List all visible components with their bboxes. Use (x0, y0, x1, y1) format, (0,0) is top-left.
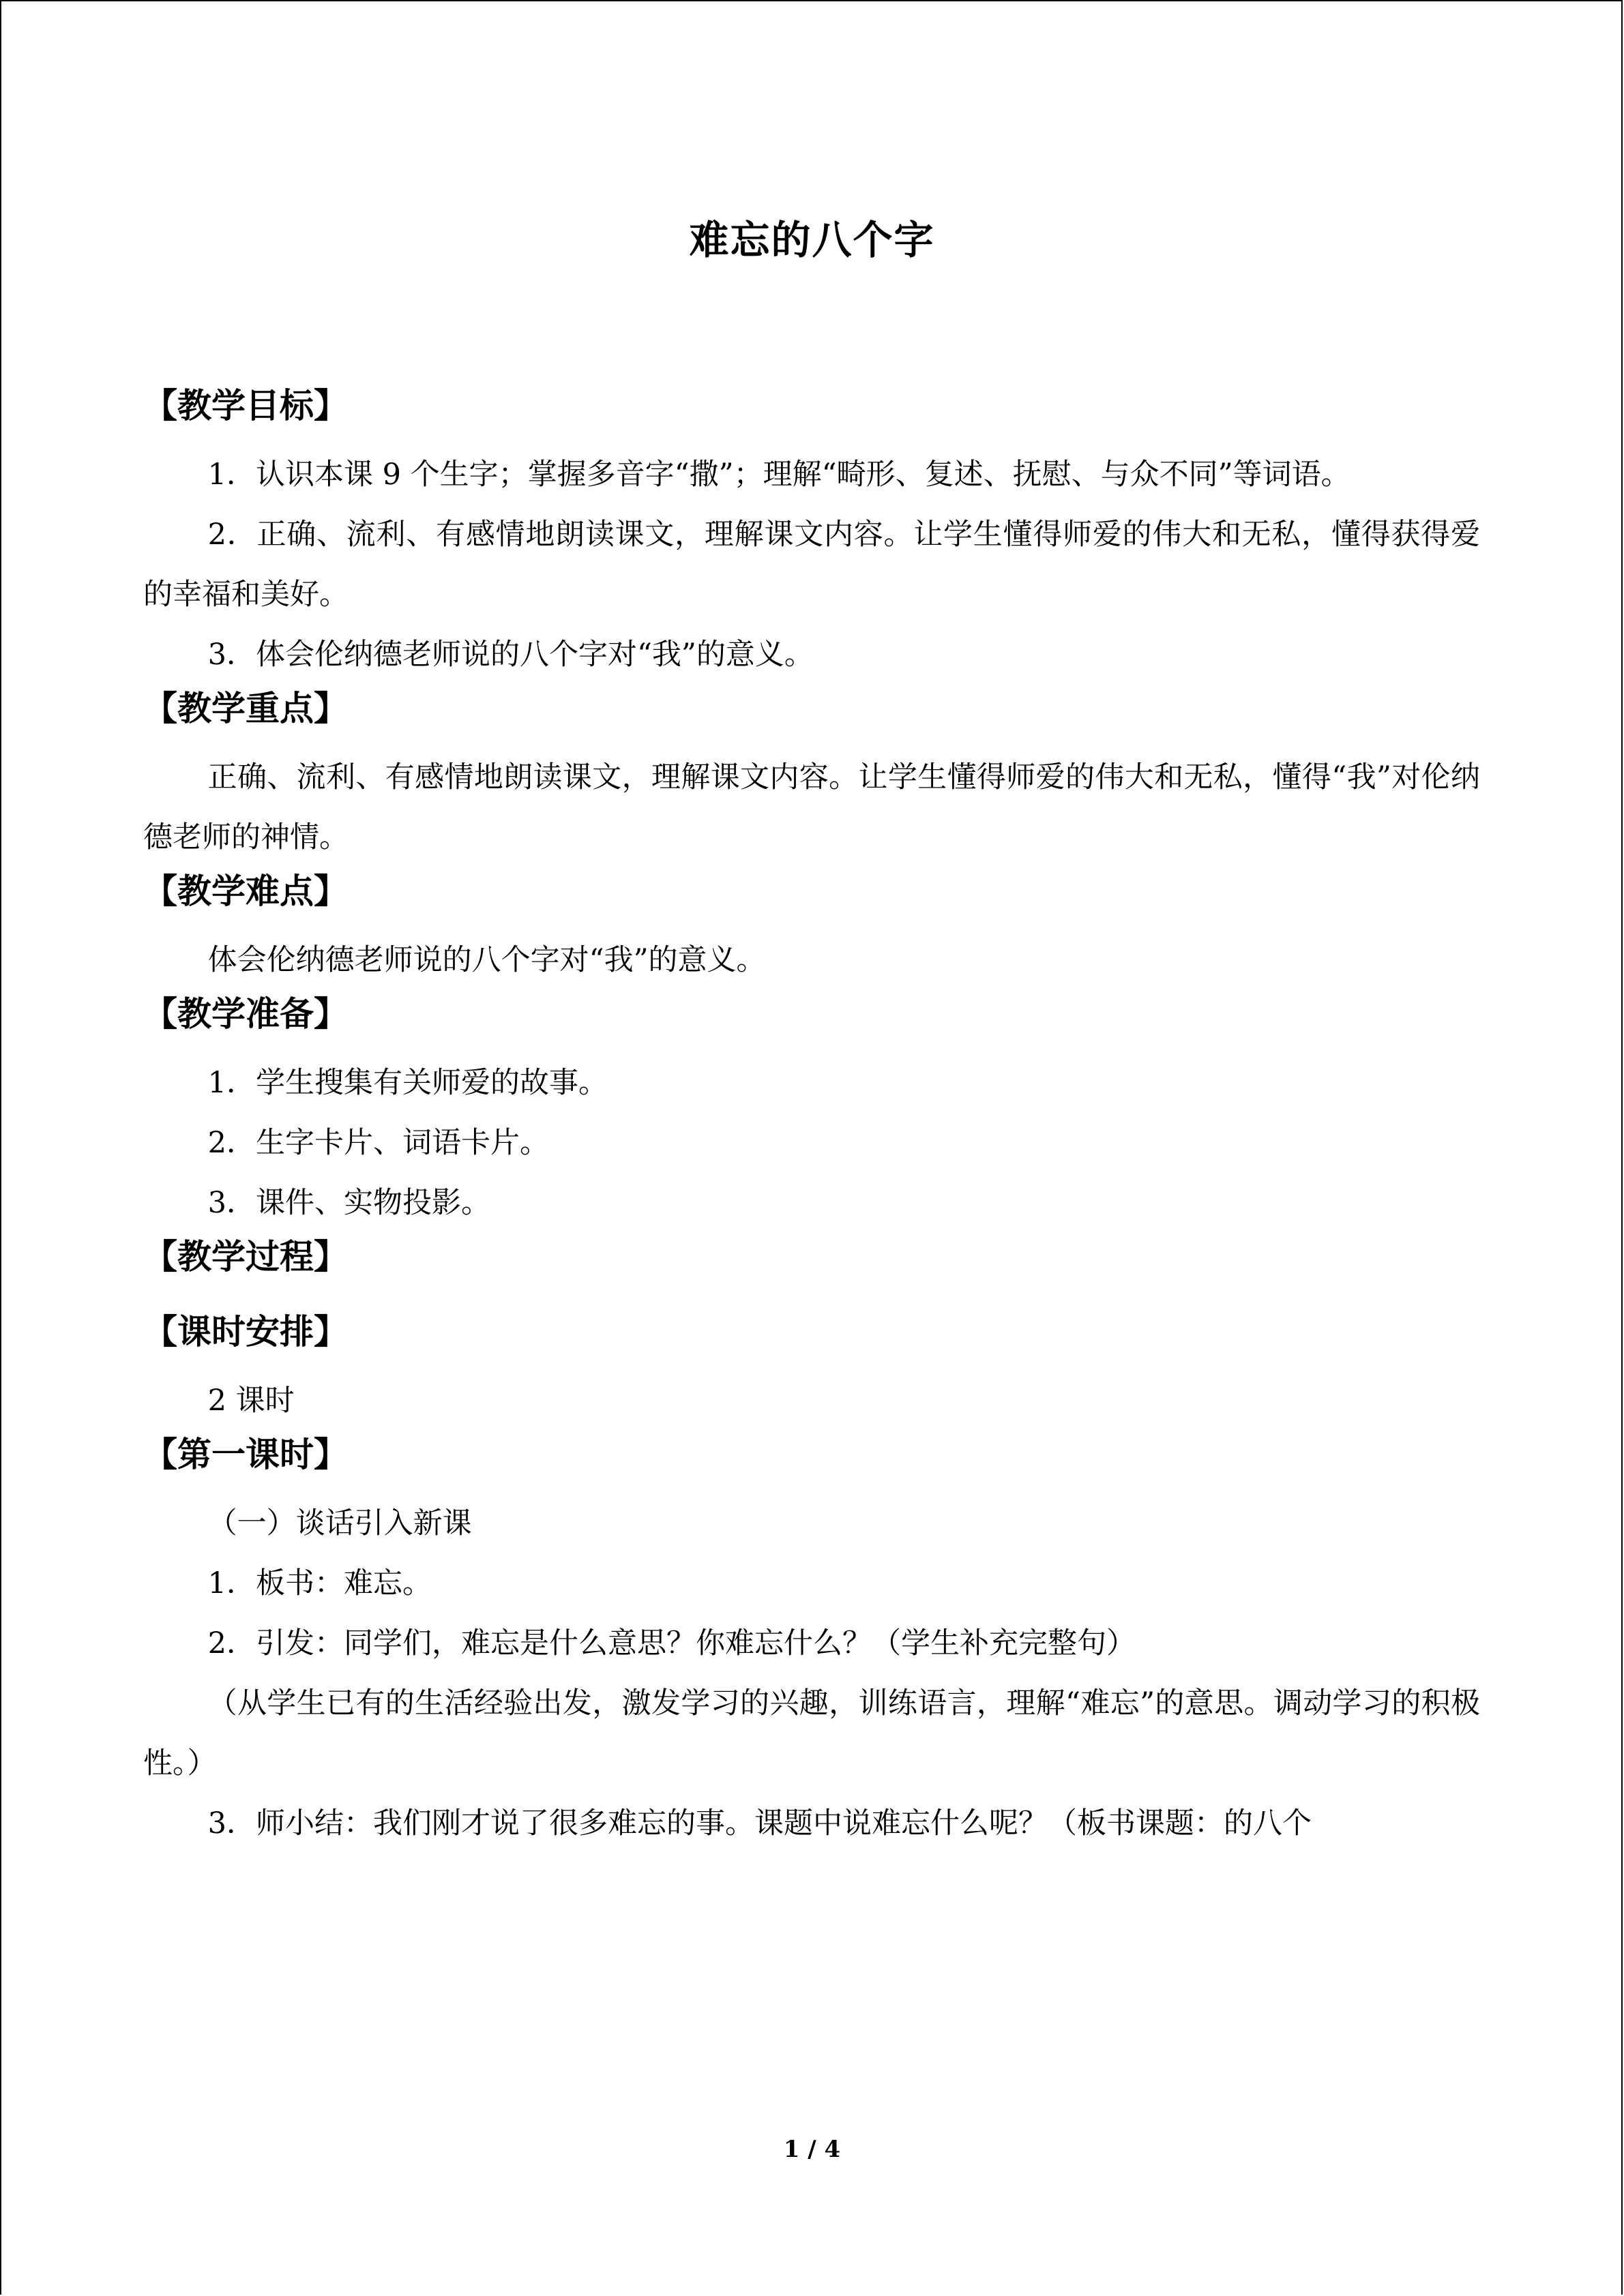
difficulty-item-1: 体会伦纳德老师说的八个字对“我”的意义。 (207, 943, 766, 977)
key-point-item-1: 正确、流利、有感情地朗读课文，理解课文内容。让学生懂得师爱的伟大和无私，懂得“我”对伦纳德老师的神情。 (143, 760, 1480, 854)
lesson-one-item-2: 1．板书：难忘。 (207, 1566, 432, 1600)
heading-difficulties: 【教学难点】 (143, 871, 348, 911)
heading-preparation: 【教学准备】 (143, 994, 348, 1034)
lesson-one-item-3: 2．引发：同学们，难忘是什么意思？你难忘什么？（学生补充完整句） (207, 1626, 1136, 1660)
lesson-one-item-1: （一）谈话引入新课 (207, 1506, 472, 1540)
goal-item-2: 2．正确、流利、有感情地朗读课文，理解课文内容。让学生懂得师爱的伟大和无私，懂得获得爱的幸福和美好。 (143, 518, 1480, 612)
heading-lesson-one: 【第一课时】 (143, 1435, 348, 1474)
document-body (143, 382, 1480, 1853)
heading-goals: 【教学目标】 (143, 386, 348, 426)
heading-schedule: 【课时安排】 (143, 1312, 348, 1352)
page-number: 1 / 4 (783, 2136, 841, 2163)
goal-item-1: 1．认识本课 9 个生字；掌握多音字“撒”；理解“畸形、复述、抚慰、与众不同”等词语。 (207, 458, 1350, 492)
preparation-item-1: 1．学生搜集有关师爱的故事。 (207, 1066, 608, 1100)
goal-item-3: 3．体会伦纳德老师说的八个字对“我”的意义。 (207, 638, 814, 672)
preparation-item-3: 3．课件、实物投影。 (207, 1186, 490, 1220)
heading-process: 【教学过程】 (143, 1237, 348, 1277)
schedule-item-1: 2 课时 (207, 1384, 295, 1418)
heading-key-points: 【教学重点】 (143, 689, 348, 728)
lesson-one-item-4: （从学生已有的生活经验出发，激发学习的兴趣，训练语言，理解“难忘”的意思。调动学习的积极性。） (143, 1686, 1480, 1780)
lesson-one-item-5: 3．师小结：我们刚才说了很多难忘的事。课题中说难忘什么呢？（板书课题：的八个 (207, 1806, 1312, 1840)
document-title: 难忘的八个字 (689, 217, 935, 263)
preparation-item-2: 2．生字卡片、词语卡片。 (207, 1126, 549, 1160)
